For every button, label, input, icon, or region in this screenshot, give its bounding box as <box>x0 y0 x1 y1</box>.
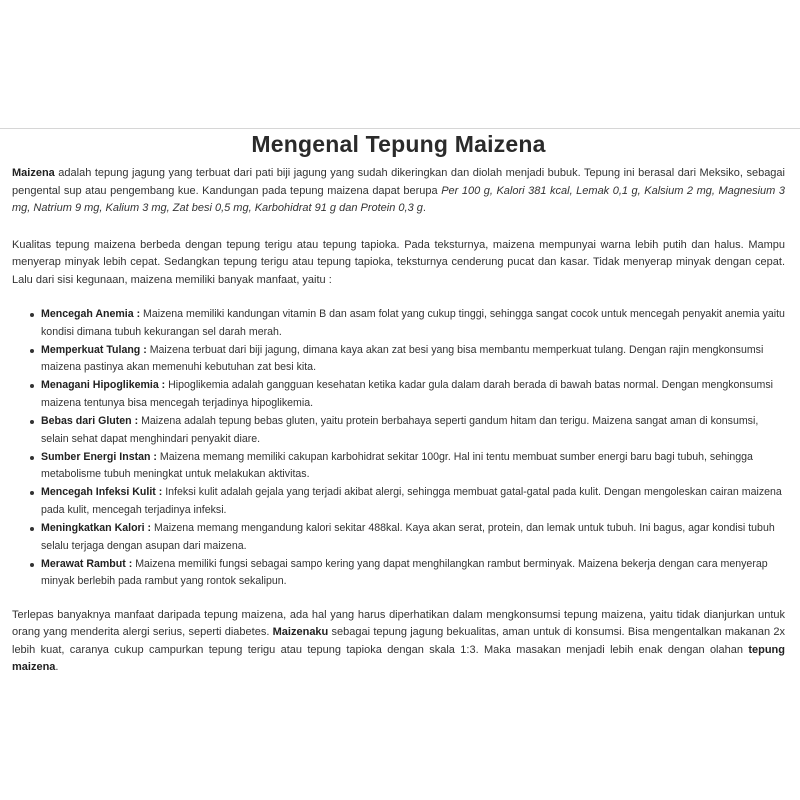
benefit-text: Maizena memiliki kandungan vitamin B dan asam folat yang cukup tinggi, sehingga sangat cocok untuk mencegah penyakit anemia yaitu kondisi dimana tubuh kekurangan sel darah merah. <box>41 308 785 338</box>
benefit-label: Bebas dari Gluten : <box>41 415 139 428</box>
intro-end: . <box>422 202 426 214</box>
benefit-label: Menagani Hipoglikemia : <box>41 379 166 392</box>
intro-text: adalah tepung jagung yang terbuat dari pati biji jagung yang sudah dikeringkan dan diolah menjadi bubuk. Tepung ini berasal dari Meksiko, sebagai pengental sup atau pengembang kue. Kandungan pada tepung maizena dapat berupa <box>12 167 785 197</box>
list-item <box>41 556 785 591</box>
list-item <box>41 520 785 555</box>
benefit-text: Maizena terbuat dari biji jagung, dimana kaya akan zat besi yang bisa membantu memperkuat tulang. Dengan rajin mengkonsumsi maizena pastinya akan memenuhi kebutuhan zat besi kita. <box>41 343 764 374</box>
list-item <box>41 342 785 377</box>
benefit-text: Maizena memang mengandung kalori sekitar 488kal. Kaya akan serat, protein, dan lemak untuk tubuh. Ini bagus, agar kondisi tubuh selalu terjaga dengan asupan dari maizena. <box>41 522 775 552</box>
article-title: Mengenal Tepung Maizena <box>251 131 546 157</box>
article <box>12 130 785 677</box>
benefit-label: Meningkatkan Kalori : <box>41 522 152 535</box>
list-item <box>41 306 785 341</box>
intro-paragraph <box>12 165 785 218</box>
quality-paragraph: Kualitas tepung maizena berbeda dengan tepung terigu atau tepung tapioka. Pada teksturnya, maizena mempunyai warna lebih putih dan halus. Mampu menyerap minyak lebih cepat. Sedangkan tepung terigu atau tepung tapioka, teksturnya cenderung pucat dan kasar. Tidak menyerap minyak dengan cepat. Lalu dari sisi kegunaan, maizena memiliki banyak manfaat, yaitu : <box>12 238 785 286</box>
closing-text-2: sebagai tepung jagung bekualitas, aman untuk di konsumsi. Bisa mengentalkan makanan 2x lebih kuat, caranya cukup campurkan tepung terigu atau tepung tapioka dengan skala 1:3. Maka masakan menjadi lebih enak dengan olahan <box>12 626 785 656</box>
closing-bold: tepung maizena <box>12 643 785 674</box>
benefit-text: Maizena adalah tepung bebas gluten, yaitu protein berbahaya seperti gandum hitam dan terigu. Maizena sangat aman di konsumsi, selain sehat dapat menghindari penyakit diare. <box>41 415 759 445</box>
closing-end: . <box>55 661 59 674</box>
benefit-label: Memperkuat Tulang : <box>41 343 147 356</box>
benefit-text: Maizena memiliki fungsi sebagai sampo kering yang dapat menghilangkan rambut berminyak. Maizena bekerja dengan cara menyerap minyak berlebih pada rambut yang rontok sekalipun. <box>41 557 768 588</box>
closing-text: Terlepas banyaknya manfaat daripada tepung maizena, ada hal yang harus diperhatikan dalam mengkonsumsi tepung maizena, yaitu tidak dianjurkan untuk orang yang menderita alergi serius, seperti diabetes. <box>12 608 785 639</box>
benefit-label: Mencegah Anemia : <box>41 308 141 320</box>
benefits-list <box>12 306 785 591</box>
closing-paragraph <box>12 607 785 677</box>
benefit-text: Infeksi kulit adalah gejala yang terjadi akibat alergi, sehingga membuat gatal-gatal pada kulit. Dengan mengoleskan cairan maizena pada kulit, mencegah terjadinya infeksi. <box>41 486 782 516</box>
benefit-label: Sumber Energi Instan : <box>41 450 157 463</box>
benefit-label: Mencegah Infeksi Kulit : <box>41 486 163 499</box>
intro-term: Maizena <box>12 167 55 179</box>
list-item <box>41 449 785 484</box>
benefit-text: Hipoglikemia adalah gangguan kesehatan ketika kadar gula dalam darah berada di bawah batas normal. Dengan mengkonsumsi maizena tentunya bisa mencegah terjadinya hipoglikemia. <box>41 379 773 409</box>
benefit-text: Maizena memang memiliki cakupan karbohidrat sekitar 100gr. Hal ini tentu membuat sumber energi baru bagi tubuh, sehingga metabolisme tubuh meningkat untuk melakukan aktivitas. <box>41 450 753 481</box>
list-item <box>41 484 785 519</box>
list-item <box>41 377 785 412</box>
brand-name: Maizenaku <box>272 626 329 639</box>
benefit-label: Merawat Rambut : <box>41 557 133 570</box>
nutrition-facts: Per 100 g, Kalori 381 kcal, Lemak 0,1 g, Kalsium 2 mg, Magnesium 3 mg, Natrium 9 mg, Kalium 3 mg, Zat besi 0,5 mg, Karbohidrat 91 g dan Protein 0,3 g <box>12 184 785 214</box>
top-divider <box>0 128 800 129</box>
list-item <box>41 413 785 448</box>
